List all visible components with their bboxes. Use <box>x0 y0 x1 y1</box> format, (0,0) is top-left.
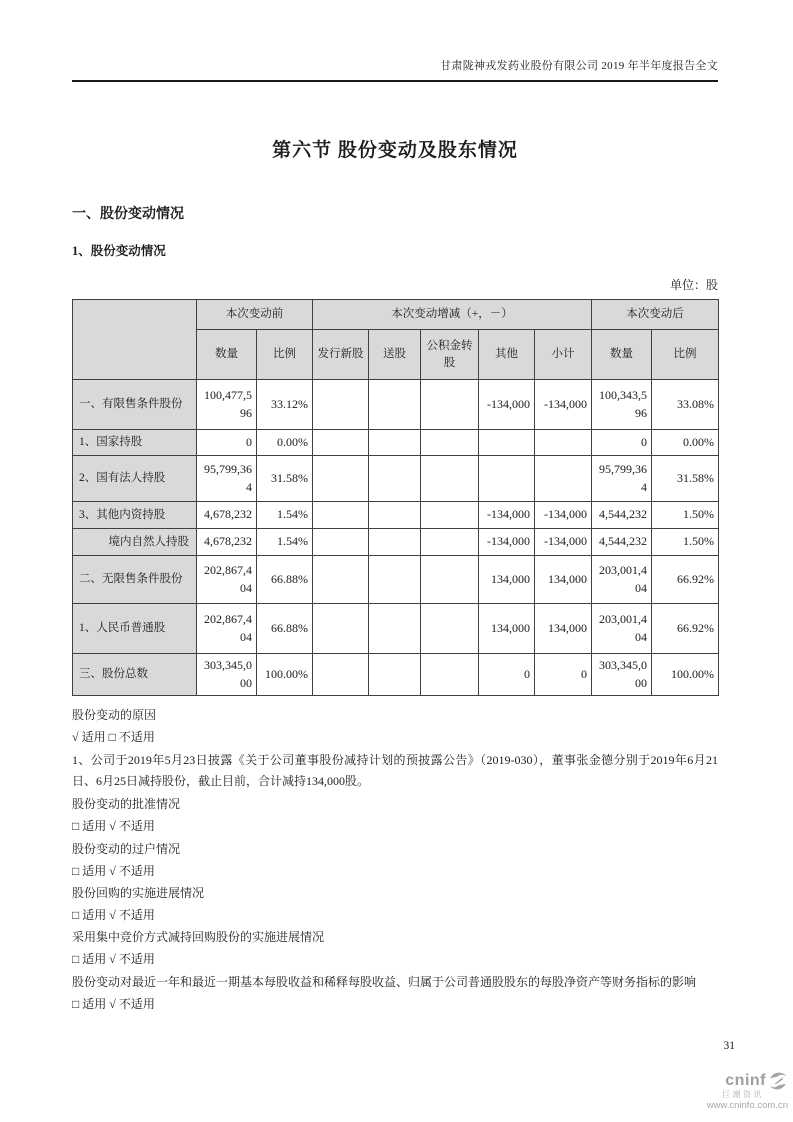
cell-r7-c7: 303,345,000 <box>592 654 652 696</box>
table-row-4 <box>73 529 719 556</box>
note-label-9: 采用集中竞价方式减持回购股份的实施进展情况 <box>72 930 325 945</box>
column-header-2: 发行新股 <box>313 330 369 380</box>
cell-r3-c6: -134,000 <box>535 502 592 529</box>
col-group-after: 本次变动后 <box>592 300 719 330</box>
table-row-2 <box>73 456 719 502</box>
row-label: 境内自然人持股 <box>73 529 197 556</box>
document-header <box>72 57 718 82</box>
cell-r1-c3 <box>369 430 421 456</box>
cell-r0-c1: 33.12% <box>257 380 313 430</box>
cell-r5-c0: 202,867,404 <box>197 556 257 604</box>
note-check-10: □ 适用 √ 不适用 <box>72 952 155 967</box>
cell-r5-c1: 66.88% <box>257 556 313 604</box>
table-row-1 <box>73 430 719 456</box>
note-check-4: □ 适用 √ 不适用 <box>72 819 155 834</box>
cell-r3-c3 <box>369 502 421 529</box>
cninfo-logo-row <box>678 1072 788 1090</box>
table-row-6 <box>73 604 719 654</box>
cell-r5-c8: 66.92% <box>652 556 719 604</box>
row-label: 1、人民币普通股 <box>73 604 197 654</box>
column-header-0: 数量 <box>197 330 257 380</box>
cell-r3-c8: 1.50% <box>652 502 719 529</box>
cell-r3-c1: 1.54% <box>257 502 313 529</box>
table-row-7 <box>73 654 719 696</box>
cell-r7-c4 <box>421 654 479 696</box>
table-body <box>73 380 719 696</box>
column-header-7: 数量 <box>592 330 652 380</box>
cell-r1-c1: 0.00% <box>257 430 313 456</box>
cell-r0-c7: 100,343,596 <box>592 380 652 430</box>
table-row-5 <box>73 556 719 604</box>
cell-r5-c5: 134,000 <box>479 556 535 604</box>
cell-r0-c5: -134,000 <box>479 380 535 430</box>
cell-r3-c7: 4,544,232 <box>592 502 652 529</box>
cell-r7-c3 <box>369 654 421 696</box>
cell-r5-c2 <box>313 556 369 604</box>
cell-r5-c6: 134,000 <box>535 556 592 604</box>
column-header-4: 公积金转股 <box>421 330 479 380</box>
cell-r4-c0: 4,678,232 <box>197 529 257 556</box>
cell-r1-c4 <box>421 430 479 456</box>
cell-r2-c5 <box>479 456 535 502</box>
cell-r4-c6: -134,000 <box>535 529 592 556</box>
unit-label: 单位：股 <box>669 278 718 292</box>
cell-r0-c8: 33.08% <box>652 380 719 430</box>
cell-r2-c4 <box>421 456 479 502</box>
page-number: 31 <box>723 1040 735 1052</box>
row-label: 二、无限售条件股份 <box>73 556 197 604</box>
column-header-6: 小计 <box>535 330 592 380</box>
table-row-0 <box>73 380 719 430</box>
document-header-text: 甘肃陇神戎发药业股份有限公司 2019 年半年度报告全文 <box>440 60 718 72</box>
note-label-5: 股份变动的过户情况 <box>72 841 181 856</box>
page-title: 第六节 股份变动及股东情况 <box>272 140 518 161</box>
cell-r2-c6 <box>535 456 592 502</box>
subsection-heading: 1、股份变动情况 <box>72 244 166 258</box>
cell-r4-c1: 1.54% <box>257 529 313 556</box>
cell-r1-c7: 0 <box>592 430 652 456</box>
cell-r3-c5: -134,000 <box>479 502 535 529</box>
cninfo-logo <box>678 1072 788 1111</box>
notes-section <box>72 704 718 1015</box>
note-label-0: 股份变动的原因 <box>72 708 157 722</box>
row-label: 2、国有法人持股 <box>73 456 197 502</box>
cell-r7-c6: 0 <box>535 654 592 696</box>
share-change-table <box>72 299 719 696</box>
table-header <box>73 300 719 380</box>
cell-r6-c1: 66.88% <box>257 604 313 654</box>
row-label: 3、其他内资持股 <box>73 502 197 529</box>
cell-r6-c7: 203,001,404 <box>592 604 652 654</box>
cell-r6-c4 <box>421 604 479 654</box>
row-label: 一、有限售条件股份 <box>73 380 197 430</box>
cell-r2-c1: 31.58% <box>257 456 313 502</box>
cell-r0-c4 <box>421 380 479 430</box>
cell-r1-c0: 0 <box>197 430 257 456</box>
note-check-6: □ 适用 √ 不适用 <box>72 863 155 878</box>
cell-r0-c2 <box>313 380 369 430</box>
cell-r0-c0: 100,477,596 <box>197 380 257 430</box>
cninfo-logo-url: www.cninfo.com.cn <box>706 1099 788 1111</box>
cell-r5-c7: 203,001,404 <box>592 556 652 604</box>
cell-r1-c6 <box>535 430 592 456</box>
cell-r2-c0: 95,799,364 <box>197 456 257 502</box>
row-label: 三、股份总数 <box>73 654 197 696</box>
note-label-7: 股份回购的实施进展情况 <box>72 885 205 900</box>
cell-r6-c6: 134,000 <box>535 604 592 654</box>
cell-r5-c4 <box>421 556 479 604</box>
cell-r0-c6: -134,000 <box>535 380 592 430</box>
col-group-change: 本次变动增减（+，－） <box>313 300 592 330</box>
cell-r4-c4 <box>421 529 479 556</box>
note-check-8: □ 适用 √ 不适用 <box>72 908 155 923</box>
cell-r7-c2 <box>313 654 369 696</box>
cell-r2-c3 <box>369 456 421 502</box>
row-label: 1、国家持股 <box>73 430 197 456</box>
cell-r2-c7: 95,799,364 <box>592 456 652 502</box>
table-header-group-row <box>73 300 719 330</box>
cell-r7-c8: 100.00% <box>652 654 719 696</box>
note-para-2: 1、公司于2019年5月23日披露《关于公司董事股份减持计划的预披露公告》（2019-030），董事张金德分别于2019年6月21日、6月25日减持股份，截止目前，合计减持134,000股。 <box>72 753 718 788</box>
section-heading: 一、股份变动情况 <box>72 207 184 222</box>
column-header-8: 比例 <box>652 330 719 380</box>
column-header-5: 其他 <box>479 330 535 380</box>
col-group-before: 本次变动前 <box>197 300 313 330</box>
cell-r4-c3 <box>369 529 421 556</box>
cell-r3-c2 <box>313 502 369 529</box>
cell-r2-c8: 31.58% <box>652 456 719 502</box>
note-label-3: 股份变动的批准情况 <box>72 797 181 812</box>
note-check-12: □ 适用 √ 不适用 <box>72 996 155 1011</box>
cell-r6-c3 <box>369 604 421 654</box>
note-check-1: √ 适用 □ 不适用 <box>72 730 155 745</box>
cell-r3-c0: 4,678,232 <box>197 502 257 529</box>
cell-r2-c2 <box>313 456 369 502</box>
table-corner-cell <box>73 300 197 380</box>
cell-r7-c0: 303,345,000 <box>197 654 257 696</box>
cell-r1-c8: 0.00% <box>652 430 719 456</box>
cninfo-swirl-icon <box>768 1072 788 1090</box>
cninfo-logo-subtitle: 巨潮资讯 <box>722 1090 764 1099</box>
cell-r6-c0: 202,867,404 <box>197 604 257 654</box>
note-label-11: 股份变动对最近一年和最近一期基本每股收益和稀释每股收益、归属于公司普通股股东的每股净资产等财务指标的影响 <box>72 974 697 989</box>
cell-r6-c8: 66.92% <box>652 604 719 654</box>
cell-r4-c8: 1.50% <box>652 529 719 556</box>
cell-r7-c1: 100.00% <box>257 654 313 696</box>
cell-r6-c2 <box>313 604 369 654</box>
cell-r5-c3 <box>369 556 421 604</box>
cninfo-logo-name: cninf <box>725 1072 766 1090</box>
table-row-3 <box>73 502 719 529</box>
cell-r4-c7: 4,544,232 <box>592 529 652 556</box>
cell-r0-c3 <box>369 380 421 430</box>
column-header-3: 送股 <box>369 330 421 380</box>
cell-r1-c5 <box>479 430 535 456</box>
cell-r4-c5: -134,000 <box>479 529 535 556</box>
cell-r4-c2 <box>313 529 369 556</box>
cell-r6-c5: 134,000 <box>479 604 535 654</box>
cell-r7-c5: 0 <box>479 654 535 696</box>
cell-r1-c2 <box>313 430 369 456</box>
column-header-1: 比例 <box>257 330 313 380</box>
cell-r3-c4 <box>421 502 479 529</box>
